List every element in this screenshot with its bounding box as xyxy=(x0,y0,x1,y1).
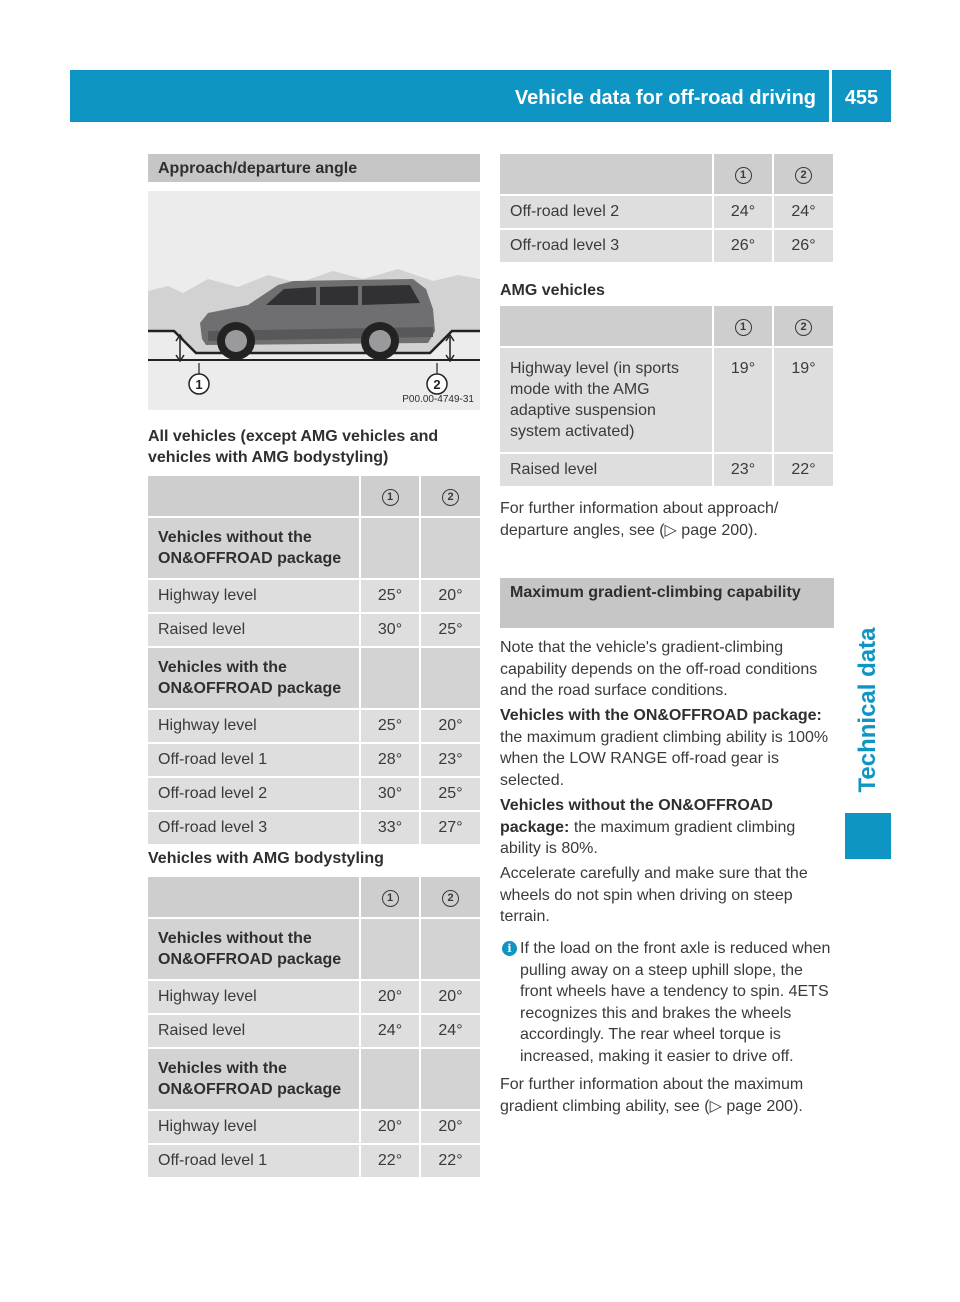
row-label: Raised level xyxy=(500,454,712,486)
row-label: Raised level xyxy=(148,1015,359,1047)
row-value-1: 20° xyxy=(359,1111,419,1143)
row-label: Off-road level 1 xyxy=(148,744,359,776)
row-value-2: 19° xyxy=(772,348,833,452)
callout-1-badge: 1 xyxy=(735,167,752,184)
table-row xyxy=(500,196,833,228)
caption-all-vehicles: All vehicles (except AMG vehicles and vehicles with AMG bodystyling) xyxy=(148,428,439,466)
row-value-2: 23° xyxy=(419,744,480,776)
table-header-row xyxy=(148,877,480,917)
row-value-1: 30° xyxy=(359,614,419,646)
table-row xyxy=(148,710,480,742)
row-value-1: 23° xyxy=(712,454,772,486)
row-value-1: 20° xyxy=(359,981,419,1013)
further-info-approach: For further information about approach/ departure angles, see (▷ page 200). xyxy=(500,500,779,539)
row-label: Highway level xyxy=(148,981,359,1013)
table-header-blank xyxy=(148,877,359,917)
row-value-2: 24° xyxy=(772,196,833,228)
table-row xyxy=(148,1111,480,1143)
row-value-1: 26° xyxy=(712,230,772,262)
info-note-text: If the load on the front axle is reduced when pulling away on a steep uphill slope, the front wheels have a tendency to spin. 4ETS recognizes this and brakes the wheels accordingly. The rear wheel torque is increased, making it easier to drive off. xyxy=(520,940,831,1065)
further-info-gradient: For further information about the maximum gradient climbing ability, see (▷ page 200). xyxy=(500,1076,804,1115)
table-subheading-row xyxy=(148,1049,480,1109)
row-value-2: 20° xyxy=(419,1111,480,1143)
info-note xyxy=(500,938,836,1067)
section-heading-text: Maximum gradient-climbing capability xyxy=(510,584,801,601)
table-header-col1 xyxy=(359,476,419,516)
table-amg-bodystyling xyxy=(148,875,480,1179)
subheading-empty xyxy=(359,518,419,578)
table-header-col1 xyxy=(712,154,772,194)
paragraph-without-package xyxy=(500,795,836,860)
table-row xyxy=(148,778,480,810)
row-label: Highway level xyxy=(148,580,359,612)
table-all-vehicles xyxy=(148,474,480,846)
row-value-1: 19° xyxy=(712,348,772,452)
table-subheading-row xyxy=(148,648,480,708)
section-heading-approach-angle xyxy=(148,154,480,182)
row-value-1: 24° xyxy=(712,196,772,228)
text-without-package: the maximum gradient climbing ability is 80%. xyxy=(500,818,796,857)
window-middle xyxy=(320,286,358,305)
row-value-1: 22° xyxy=(359,1145,419,1177)
figure-code: P00.00-4749-31 xyxy=(402,394,474,405)
row-label: Off-road level 2 xyxy=(148,778,359,810)
caption-amg-bodystyling: Vehicles with AMG bodystyling xyxy=(148,850,384,867)
row-label: Off-road level 2 xyxy=(500,196,712,228)
table-header-blank xyxy=(500,306,712,346)
paragraph-with-package xyxy=(500,705,836,791)
subheading-empty xyxy=(419,518,480,578)
label-without-package: Vehicles without the ON&OFFROAD package: xyxy=(500,797,773,836)
callout-1-badge: 1 xyxy=(382,489,399,506)
paragraph-conditions: Note that the vehicle's gradient-climbing capability depends on the off-road conditions and the road surface conditions. xyxy=(500,639,818,699)
row-value-2: 25° xyxy=(419,614,480,646)
subheading-without-package: Vehicles without the ON&OFFROAD package xyxy=(148,518,359,578)
table-header-row xyxy=(148,476,480,516)
table-header-col1 xyxy=(359,877,419,917)
row-label: Highway level xyxy=(148,710,359,742)
subheading-empty xyxy=(359,1049,419,1109)
chapter-tab-label[interactable]: Technical data xyxy=(854,627,881,793)
table-header-col2 xyxy=(772,306,833,346)
callout-2-badge: 2 xyxy=(795,167,812,184)
table-subheading-row xyxy=(148,919,480,979)
approach-angle-illustration xyxy=(148,191,480,410)
subheading-empty xyxy=(419,919,480,979)
table-header-row xyxy=(500,306,833,346)
chapter-tab-marker xyxy=(845,813,891,859)
table-row xyxy=(148,580,480,612)
rear-rim xyxy=(369,330,391,352)
text-with-package: the maximum gradient climbing ability is 100% when the LOW RANGE off-road gear is selected. xyxy=(500,728,829,789)
subheading-without-package: Vehicles without the ON&OFFROAD package xyxy=(148,919,359,979)
row-value-2: 22° xyxy=(419,1145,480,1177)
paragraph-accelerate: Accelerate carefully and make sure that the wheels do not spin when driving on steep terrain. xyxy=(500,865,808,925)
row-value-2: 25° xyxy=(419,778,480,810)
table-header-col2 xyxy=(772,154,833,194)
table-subheading-row xyxy=(148,518,480,578)
table-amg-bodystyling-continued xyxy=(500,152,833,264)
subheading-with-package: Vehicles with the ON&OFFROAD package xyxy=(148,1049,359,1109)
table-row xyxy=(148,1145,480,1177)
row-label: Off-road level 1 xyxy=(148,1145,359,1177)
row-label: Off-road level 3 xyxy=(148,812,359,844)
row-label: Highway level (in sports mode with the AMG adaptive suspension system activated) xyxy=(500,348,712,452)
table-header-blank xyxy=(148,476,359,516)
table-header-row xyxy=(500,154,833,194)
row-value-1: 25° xyxy=(359,710,419,742)
row-value-2: 27° xyxy=(419,812,480,844)
label-with-package: Vehicles with the ON&OFFROAD package: xyxy=(500,707,822,724)
row-value-2: 20° xyxy=(419,710,480,742)
front-rim xyxy=(225,330,247,352)
table-row xyxy=(148,614,480,646)
table-row xyxy=(148,812,480,844)
table-header-blank xyxy=(500,154,712,194)
row-label: Highway level xyxy=(148,1111,359,1143)
subheading-with-package: Vehicles with the ON&OFFROAD package xyxy=(148,648,359,708)
page-title: Vehicle data for off-road driving xyxy=(514,87,816,109)
row-value-1: 33° xyxy=(359,812,419,844)
table-row xyxy=(148,744,480,776)
callout-1-badge: 1 xyxy=(382,890,399,907)
row-value-2: 20° xyxy=(419,981,480,1013)
callout-2-number: 2 xyxy=(433,377,441,392)
row-value-1: 25° xyxy=(359,580,419,612)
callout-1-badge: 1 xyxy=(735,319,752,336)
table-row xyxy=(500,230,833,262)
subheading-empty xyxy=(419,1049,480,1109)
row-value-2: 24° xyxy=(419,1015,480,1047)
caption-amg-vehicles: AMG vehicles xyxy=(500,282,605,299)
table-header-col1 xyxy=(712,306,772,346)
table-amg-vehicles xyxy=(500,304,833,488)
callout-2-badge: 2 xyxy=(795,319,812,336)
row-value-2: 26° xyxy=(772,230,833,262)
subheading-empty xyxy=(359,919,419,979)
row-label: Off-road level 3 xyxy=(500,230,712,262)
window-rear xyxy=(362,285,420,305)
table-row xyxy=(148,981,480,1013)
row-label: Raised level xyxy=(148,614,359,646)
callout-1-number: 1 xyxy=(195,377,203,392)
row-value-1: 30° xyxy=(359,778,419,810)
table-header-col2 xyxy=(419,476,480,516)
section-heading-gradient-climbing xyxy=(500,578,834,628)
callout-2-badge: 2 xyxy=(442,489,459,506)
table-row xyxy=(500,348,833,452)
section-heading-text: Approach/departure angle xyxy=(158,160,358,177)
vehicle-figure xyxy=(148,191,480,410)
page-number: 455 xyxy=(844,87,879,109)
table-row xyxy=(500,454,833,486)
row-value-2: 20° xyxy=(419,580,480,612)
table-row xyxy=(148,1015,480,1047)
callout-2-badge: 2 xyxy=(442,890,459,907)
row-value-1: 24° xyxy=(359,1015,419,1047)
row-value-1: 28° xyxy=(359,744,419,776)
subheading-empty xyxy=(359,648,419,708)
table-header-col2 xyxy=(419,877,480,917)
row-value-2: 22° xyxy=(772,454,833,486)
info-icon: i xyxy=(502,941,517,956)
subheading-empty xyxy=(419,648,480,708)
